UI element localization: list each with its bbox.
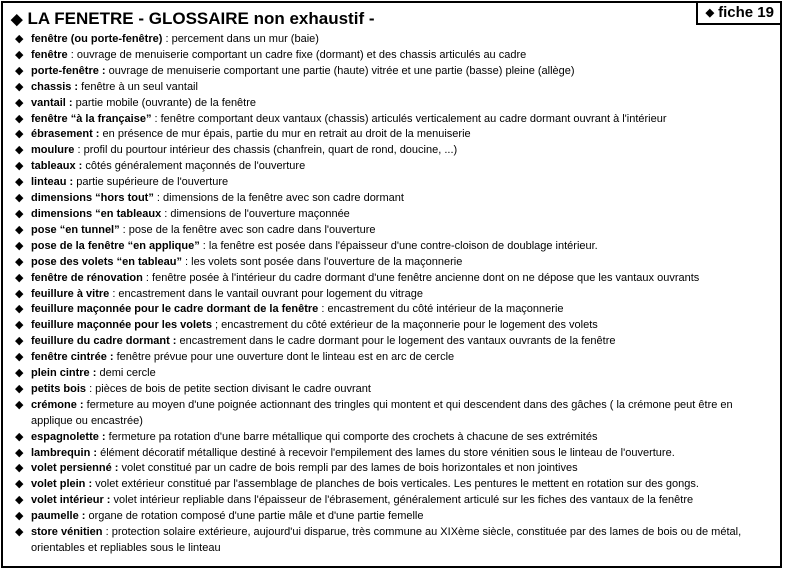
glossary-definition: : encastrement dans le vantail ouvrant pour logement du vitrage <box>109 287 423 300</box>
diamond-bullet-icon: ◆ <box>15 446 24 459</box>
glossary-definition: ouvrage de menuiserie comportant une partie (haute) vitrée et une partie (basse) pleine (allège) <box>105 64 575 77</box>
glossary-term: pose des volets “en tableau” <box>31 255 182 268</box>
diamond-bullet-icon: ◆ <box>15 478 24 491</box>
diamond-bullet-icon: ◆ <box>15 239 24 252</box>
glossary-term: plein cintre : <box>31 367 97 380</box>
glossary-entry <box>15 239 772 255</box>
diamond-bullet-icon: ◆ <box>15 112 24 125</box>
diamond-bullet-icon: ◆ <box>15 80 24 93</box>
diamond-bullet-icon: ◆ <box>15 382 24 395</box>
glossary-definition: : dimensions de l'ouverture maçonnée <box>161 207 350 220</box>
glossary-term: fenêtre (ou porte-fenêtre) <box>31 33 163 45</box>
glossary-term: chassis : <box>31 80 79 93</box>
diamond-bullet-icon: ◆ <box>15 223 24 236</box>
glossary-term: fenêtre <box>31 48 68 61</box>
glossary-entry <box>15 477 772 493</box>
glossary-definition: encastrement dans le cadre dormant pour le logement des vantaux ouvrants de la fenêtre <box>176 335 616 348</box>
glossary-term: fenêtre cintrée : <box>31 351 114 364</box>
glossary-term: crémone : <box>31 398 84 411</box>
diamond-bullet-icon: ◆ <box>15 430 24 443</box>
glossary-entry <box>15 32 772 48</box>
glossary-definition: fenêtre à un seul vantail <box>78 80 198 93</box>
sheet-number-label: fiche 19 <box>718 4 774 21</box>
glossary-term: lambrequin : <box>31 446 98 459</box>
diamond-bullet-icon: ◆ <box>15 64 24 77</box>
glossary-term: petits bois <box>31 382 87 395</box>
diamond-bullet-icon: ◆ <box>15 287 24 300</box>
diamond-bullet-icon: ◆ <box>15 462 24 475</box>
glossary-term: espagnolette : <box>31 430 106 443</box>
glossary-definition: fermeture pa rotation d'une barre métallique qui comporte des crochets à chacune de ses extrémités <box>105 430 598 443</box>
glossary-entry <box>15 398 772 430</box>
glossary-entry <box>15 461 772 477</box>
glossary-definition: côtés généralement maçonnés de l'ouverture <box>82 160 306 173</box>
glossary-entry <box>15 175 772 191</box>
glossary-term: moulure <box>31 144 75 157</box>
glossary-entry <box>15 350 772 366</box>
glossary-definition: organe de rotation composé d'une partie mâle et d'une partie femelle <box>85 510 424 523</box>
glossary-definition: : protection solaire extérieure, aujourd'ui disparue, très commune au XIXème siècle, constituée par des lames de bois ou de métal, orientables et repliables sous le linteau <box>31 526 742 554</box>
glossary-definition: volet intérieur repliable dans l'épaisseur de l'ébrasement, généralement articulé sur les fiches des vantaux de la fenêtre <box>110 494 694 507</box>
glossary-definition: : fenêtre comportant deux vantaux (chassis) articulés verticalement au cadre dormant ouvrant à l'intérieur <box>151 112 667 125</box>
glossary-definition: en présence de mur épais, partie du mur en retrait au droit de la menuiserie <box>99 128 471 141</box>
glossary-entry <box>15 446 772 462</box>
glossary-term: pose de la fenêtre “en applique” <box>31 239 200 252</box>
diamond-bullet-icon: ◆ <box>15 335 24 348</box>
diamond-bullet-icon: ◆ <box>15 176 24 189</box>
glossary-entry <box>15 143 772 159</box>
glossary-term: fenêtre “à la française” <box>31 112 152 125</box>
glossary-term: dimensions “hors tout” <box>31 192 154 205</box>
glossary-definition: : percement dans un mur (baie) <box>162 33 319 45</box>
glossary-definition: demi cercle <box>96 367 156 380</box>
diamond-bullet-icon: ◆ <box>15 526 24 539</box>
diamond-bullet-icon: ◆ <box>15 351 24 364</box>
glossary-term: pose “en tunnel” <box>31 223 120 236</box>
diamond-bullet-icon: ◆ <box>15 303 24 316</box>
diamond-bullet-icon: ◆ <box>15 33 24 45</box>
glossary-definition: partie supérieure de l'ouverture <box>73 176 229 189</box>
glossary-entry <box>15 159 772 175</box>
glossary-entry <box>15 127 772 143</box>
page-title <box>11 9 375 29</box>
glossary-entry <box>15 255 772 271</box>
glossary-definition: : pose de la fenêtre avec son cadre dans l'ouverture <box>119 223 376 236</box>
diamond-bullet-icon: ◆ <box>15 319 24 332</box>
glossary-definition: : fenêtre posée à l'intérieur du cadre dormant d'une fenêtre ancienne dont on ne dépose que les vantaux ouvrants <box>142 271 700 284</box>
diamond-bullet-icon: ◆ <box>15 160 24 173</box>
glossary-entry <box>15 287 772 303</box>
diamond-bullet-icon: ◆ <box>11 11 23 28</box>
diamond-bullet-icon: ◆ <box>15 398 24 411</box>
glossary-definition: : dimensions de la fenêtre avec son cadre dormant <box>153 192 404 205</box>
diamond-bullet-icon: ◆ <box>15 144 24 157</box>
glossary-definition: fenêtre prévue pour une ouverture dont le linteau est en arc de cercle <box>113 351 455 364</box>
glossary-entry <box>15 223 772 239</box>
glossary-list <box>15 32 772 557</box>
glossary-term: linteau : <box>31 176 74 189</box>
glossary-term: ébrasement : <box>31 128 100 141</box>
glossary-entry <box>15 318 772 334</box>
glossary-term: feuillure maçonnée pour les volets <box>31 319 212 332</box>
glossary-entry <box>15 382 772 398</box>
glossary-term: feuillure à vitre <box>31 287 110 300</box>
glossary-definition: volet extérieur constitué par l'assemblage de planches de bois verticales. Les pentures le mettent en rotation sur des gongs. <box>92 478 699 491</box>
glossary-term: porte-fenêtre : <box>31 64 106 77</box>
diamond-bullet-icon: ◆ <box>15 48 24 61</box>
diamond-bullet-icon: ◆ <box>15 192 24 205</box>
glossary-entry <box>15 48 772 64</box>
glossary-entry <box>15 207 772 223</box>
glossary-entry <box>15 493 772 509</box>
glossary-term: feuillure du cadre dormant : <box>31 335 177 348</box>
glossary-entry <box>15 191 772 207</box>
glossary-entry <box>15 366 772 382</box>
glossary-definition: : les volets sont posée dans l'ouverture de la maçonnerie <box>182 255 463 268</box>
diamond-bullet-icon: ◆ <box>15 494 24 507</box>
glossary-entry <box>15 64 772 80</box>
glossary-definition: : profil du pourtour intérieur des chassis (chanfrein, quart de rond, doucine, ...) <box>74 144 458 157</box>
diamond-bullet-icon: ◆ <box>15 367 24 380</box>
glossary-term: tableaux : <box>31 160 83 173</box>
glossary-entry <box>15 430 772 446</box>
glossary-entry <box>15 302 772 318</box>
glossary-term: volet persienné : <box>31 462 119 475</box>
glossary-term: volet plein : <box>31 478 93 491</box>
glossary-term: fenêtre de rénovation <box>31 271 143 284</box>
glossary-term: dimensions “en tableaux <box>31 207 162 220</box>
diamond-bullet-icon: ◆ <box>15 271 24 284</box>
glossary-term: volet intérieur : <box>31 494 111 507</box>
glossary-definition: : encastrement du côté intérieur de la maçonnerie <box>318 303 564 316</box>
glossary-entry <box>15 525 772 557</box>
glossary-definition: élément décoratif métallique destiné à recevoir l'empilement des lames du store vénitien sous le linteau de l'ouverture. <box>97 446 675 459</box>
glossary-sheet <box>1 1 782 568</box>
glossary-term: paumelle : <box>31 510 86 523</box>
glossary-entry <box>15 334 772 350</box>
glossary-entry <box>15 271 772 287</box>
glossary-definition: : pièces de bois de petite section divisant le cadre ouvrant <box>86 382 371 395</box>
glossary-definition: partie mobile (ouvrante) de la fenêtre <box>72 96 257 109</box>
glossary-definition: fermeture au moyen d'une poignée actionnant des tringles qui montent et qui descendent dans des gâches ( la crémone peut être en applique ou encastrée) <box>31 398 733 427</box>
glossary-definition: : la fenêtre est posée dans l'épaisseur d'une contre-cloison de doublage intérieur. <box>199 239 598 252</box>
glossary-term: feuillure maçonnée pour le cadre dormant de la fenêtre <box>31 303 319 316</box>
diamond-bullet-icon: ◆ <box>15 207 24 220</box>
page-title-text: LA FENETRE - GLOSSAIRE non exhaustif - <box>27 9 375 28</box>
diamond-bullet-icon: ◆ <box>15 128 24 141</box>
diamond-bullet-icon: ◆ <box>15 96 24 109</box>
glossary-definition: ; encastrement du côté extérieur de la maçonnerie pour le logement des volets <box>211 319 598 332</box>
glossary-entry <box>15 112 772 128</box>
glossary-term: vantail : <box>31 96 73 109</box>
diamond-bullet-icon: ◆ <box>15 255 24 268</box>
glossary-entry <box>15 96 772 112</box>
diamond-bullet-icon: ◆ <box>705 7 715 19</box>
glossary-entry <box>15 509 772 525</box>
glossary-definition: volet constitué par un cadre de bois rempli par des lames de bois horizontales et non jointives <box>118 462 578 475</box>
diamond-bullet-icon: ◆ <box>15 510 24 523</box>
glossary-entry <box>15 80 772 96</box>
glossary-term: store vénitien <box>31 526 103 539</box>
sheet-number-badge <box>696 1 782 25</box>
glossary-definition: : ouvrage de menuiserie comportant un cadre fixe (dormant) et des chassis articulés au cadre <box>67 48 527 61</box>
